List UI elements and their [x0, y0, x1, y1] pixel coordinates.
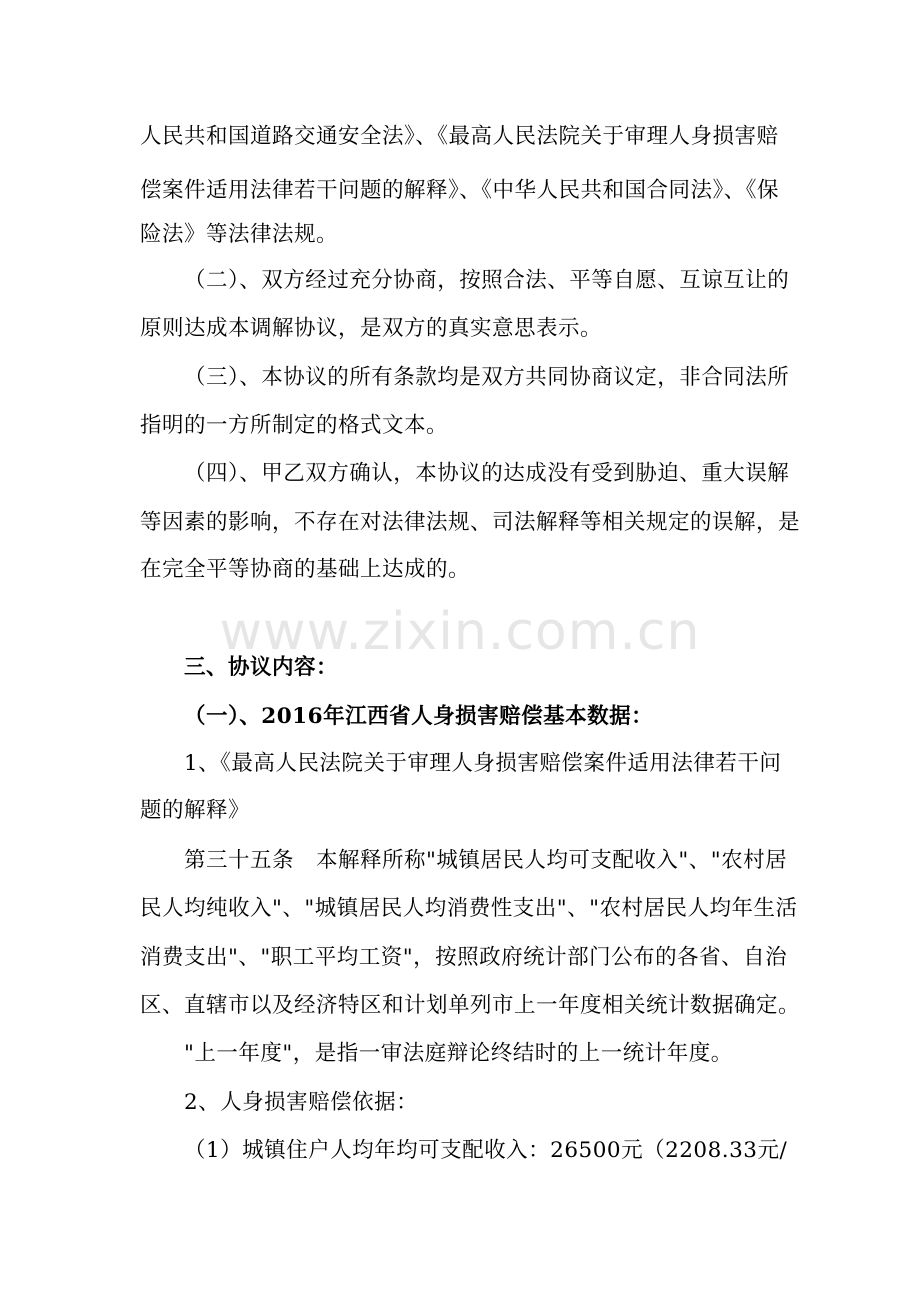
clause-four: （四）、甲乙双方确认，本协议的达成没有受到胁迫、重大误解: [184, 461, 790, 486]
paragraph-line: 偿案件适用法律若干问题的解释》、《中华人民共和国合同法》、《保: [140, 178, 780, 203]
subsection-heading: （一）、2016年江西省人身损害赔偿基本数据：: [184, 704, 654, 729]
paragraph-line: "上一年度"，是指一审法庭辩论终结时的上一统计年度。: [184, 1041, 733, 1066]
paragraph-line: （1）城镇住户人均年均可支配收入：26500元（2208.33元/: [184, 1138, 788, 1163]
paragraph-line: 原则达成本调解协议，是双方的真实意思表示。: [140, 316, 603, 341]
paragraph-line: 指明的一方所制定的格式文本。: [140, 413, 449, 438]
clause-two: （二）、双方经过充分协商，按照合法、平等自愿、互谅互让的: [184, 268, 790, 293]
paragraph-line: 在完全平等协商的基础上达成的。: [140, 557, 471, 582]
paragraph-line: 险法》等法律法规。: [140, 222, 339, 247]
article-35: 第三十五条 本解释所称"城镇居民人均可支配收入"、"农村居: [184, 848, 788, 873]
paragraph-line: 2、人身损害赔偿依据：: [184, 1090, 419, 1115]
clause-three: （三）、本协议的所有条款均是双方共同协商议定，非合同法所: [184, 365, 790, 390]
paragraph-line: 1、《最高人民法院关于审理人身损害赔偿案件适用法律若干问: [184, 751, 782, 776]
paragraph-line: 区、直辖市以及经济特区和计划单列市上一年度相关统计数据确定。: [140, 993, 801, 1018]
paragraph-line: 人民共和国道路交通安全法》、《最高人民法院关于审理人身损害赔: [140, 124, 779, 149]
paragraph-line: 消费支出"、"职工平均工资"，按照政府统计部门公布的各省、自治: [140, 945, 788, 970]
watermark: www.zixin.com.cn: [219, 602, 701, 662]
paragraph-line: 等因素的影响，不存在对法律法规、司法解释等相关规定的误解，是: [140, 510, 801, 535]
section-heading: 三、协议内容：: [184, 655, 339, 680]
paragraph-line: 民人均纯收入"、"城镇居民人均消费性支出"、"农村居民人均年生活: [140, 896, 798, 921]
paragraph-line: 题的解释》: [140, 798, 251, 823]
